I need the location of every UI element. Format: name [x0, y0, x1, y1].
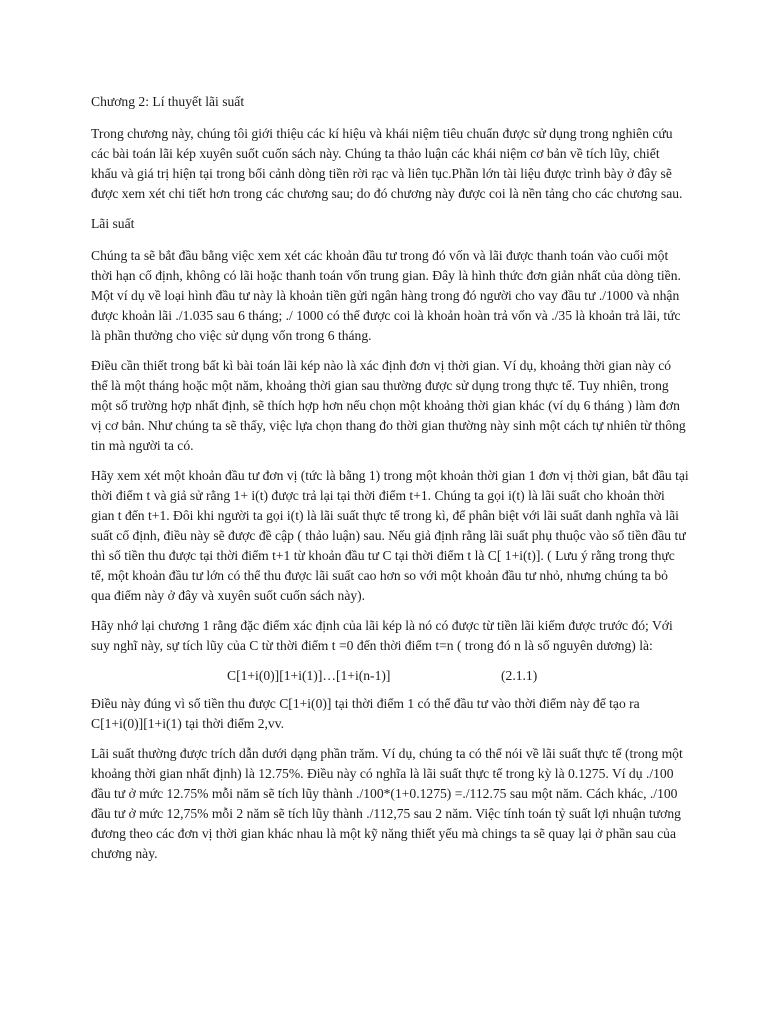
chapter-title: Chương 2: Lí thuyết lãi suất — [91, 94, 245, 109]
paragraph-1: Chúng ta sẽ bắt đầu bằng việc xem xét các khoản đầu tư trong đó vốn và lãi được thanh toán vào cuối một thời hạn cố định, không có lãi hoặc thanh toán vốn trung gian. Đây là hình thức đơn giản nhất của dòng tiền. Một ví dụ về loại hình đầu tư này là khoản tiền gửi ngân hàng trong đó người cho vay đầu tư ./1000 và nhận được khoản lãi ./1.035 sau 6 tháng; ./ 1000 có thể được coi là khoản hoàn trả vốn và ./35 là khoản trả lãi, tức là phần thưởng cho việc sử dụng vốn trong 6 tháng. — [91, 248, 681, 343]
section-title: Lãi suất — [91, 216, 135, 231]
final-paragraph: Lãi suất thường được trích dẫn dưới dạng phần trăm. Ví dụ, chúng ta có thể nói về lãi suất thực tế (trong một khoảng thời gian nhất định) là 12.75%. Điều này có nghĩa là lãi suất thực tế trong kỳ là 0.1275. Ví dụ ./100 đầu tư ở mức 12.75% mỗi năm sẽ tích lũy thành ./100*(1+0.1275) =./112.75 sau một năm. Cách khác, ./100 đầu tư ở mức 12,75% mỗi 2 năm sẽ tích lũy thành ./112,75 sau 2 năm. Việc tính toán tỷ suất lợi nhuận tương đương theo các đơn vị thời gian khác nhau là một kỹ năng thiết yếu mà chings ta sẽ quay lại ở phần sau của chương này. — [91, 746, 683, 861]
document-page — [91, 92, 689, 874]
intro-paragraph: Trong chương này, chúng tôi giới thiệu các kí hiệu và khái niệm tiêu chuẩn được sử dụng trong nghiên cứu các bài toán lãi kép xuyên suốt cuốn sách này. Chúng ta thảo luận các khái niệm cơ bản về tích lũy, chiết khấu và giá trị hiện tại trong bối cảnh dòng tiền rời rạc và liên tục.Phần lớn tài liệu được trình bày ở đây sẽ được xem xét chi tiết hơn trong các chương sau; do đó chương này được coi là nền tảng cho các chương sau. — [91, 126, 683, 201]
formula-expression: C[1+i(0)][1+i(1)]…[1+i(n-1)] — [227, 668, 391, 683]
equation-number: (2.1.1) — [501, 668, 538, 683]
paragraph-2: Điều cần thiết trong bất kì bài toán lãi kép nào là xác định đơn vị thời gian. Ví dụ, khoảng thời gian này có thể là một tháng hoặc một năm, khoảng thời gian sau thường được sử dụng trong thực tế. Tuy nhiên, trong một số trường hợp nhất định, sẽ thích hợp hơn nếu chọn một khoảng thời gian khác (ví dụ 6 tháng ) làm đơn vị cơ bản. Như chúng ta sẽ thấy, việc lựa chọn thang đo thời gian thường này sinh một cách tự nhiên từ thông tin mà người ta có. — [91, 358, 686, 453]
paragraph-3: Hãy xem xét một khoản đầu tư đơn vị (tức là bằng 1) trong một khoản thời gian 1 đơn vị thời gian, bắt đầu tại thời điểm t và giả sử rằng 1+ i(t) được trả lại tại thời điểm t+1. Chúng ta gọi i(t) là lãi suất cho khoản thời gian t đến t+1. Đôi khi người ta gọi i(t) là lãi suất thực tế trong kì, để phân biệt với lãi suất danh nghĩa và lãi suất cố định, điều này sẽ được đề cập ( thảo luận) sau. Nếu giả định rằng lãi suất phụ thuộc vào số tiền đầu tư thì số tiền thu được tại thời điểm t+1 từ khoản đầu tư C tại thời điểm t là C[ 1+i(t)]. ( Lưu ý rằng trong thực tế, một khoản đầu tư lớn có thể thu được lãi suất cao hơn so với một khoản đầu tư nhỏ, nhưng chúng ta bỏ qua điểm này ở đây và xuyên suốt cuốn sách này). — [91, 468, 689, 603]
after-formula-paragraph: Điều này đúng vì số tiền thu được C[1+i(0)] tại thời điểm 1 có thể đầu tư vào thời điểm này để tạo ra C[1+i(0)][1+i(1) tại thời điểm 2,vv. — [91, 696, 640, 731]
formula-row — [91, 666, 689, 686]
paragraph-4: Hãy nhớ lại chương 1 rằng đặc điểm xác định của lãi kép là nó có được từ tiền lãi kiếm được trước đó; Với suy nghĩ này, sự tích lũy của C từ thời điểm t =0 đến thời điểm t=n ( trong đó n là số nguyên dương) là: — [91, 618, 673, 653]
